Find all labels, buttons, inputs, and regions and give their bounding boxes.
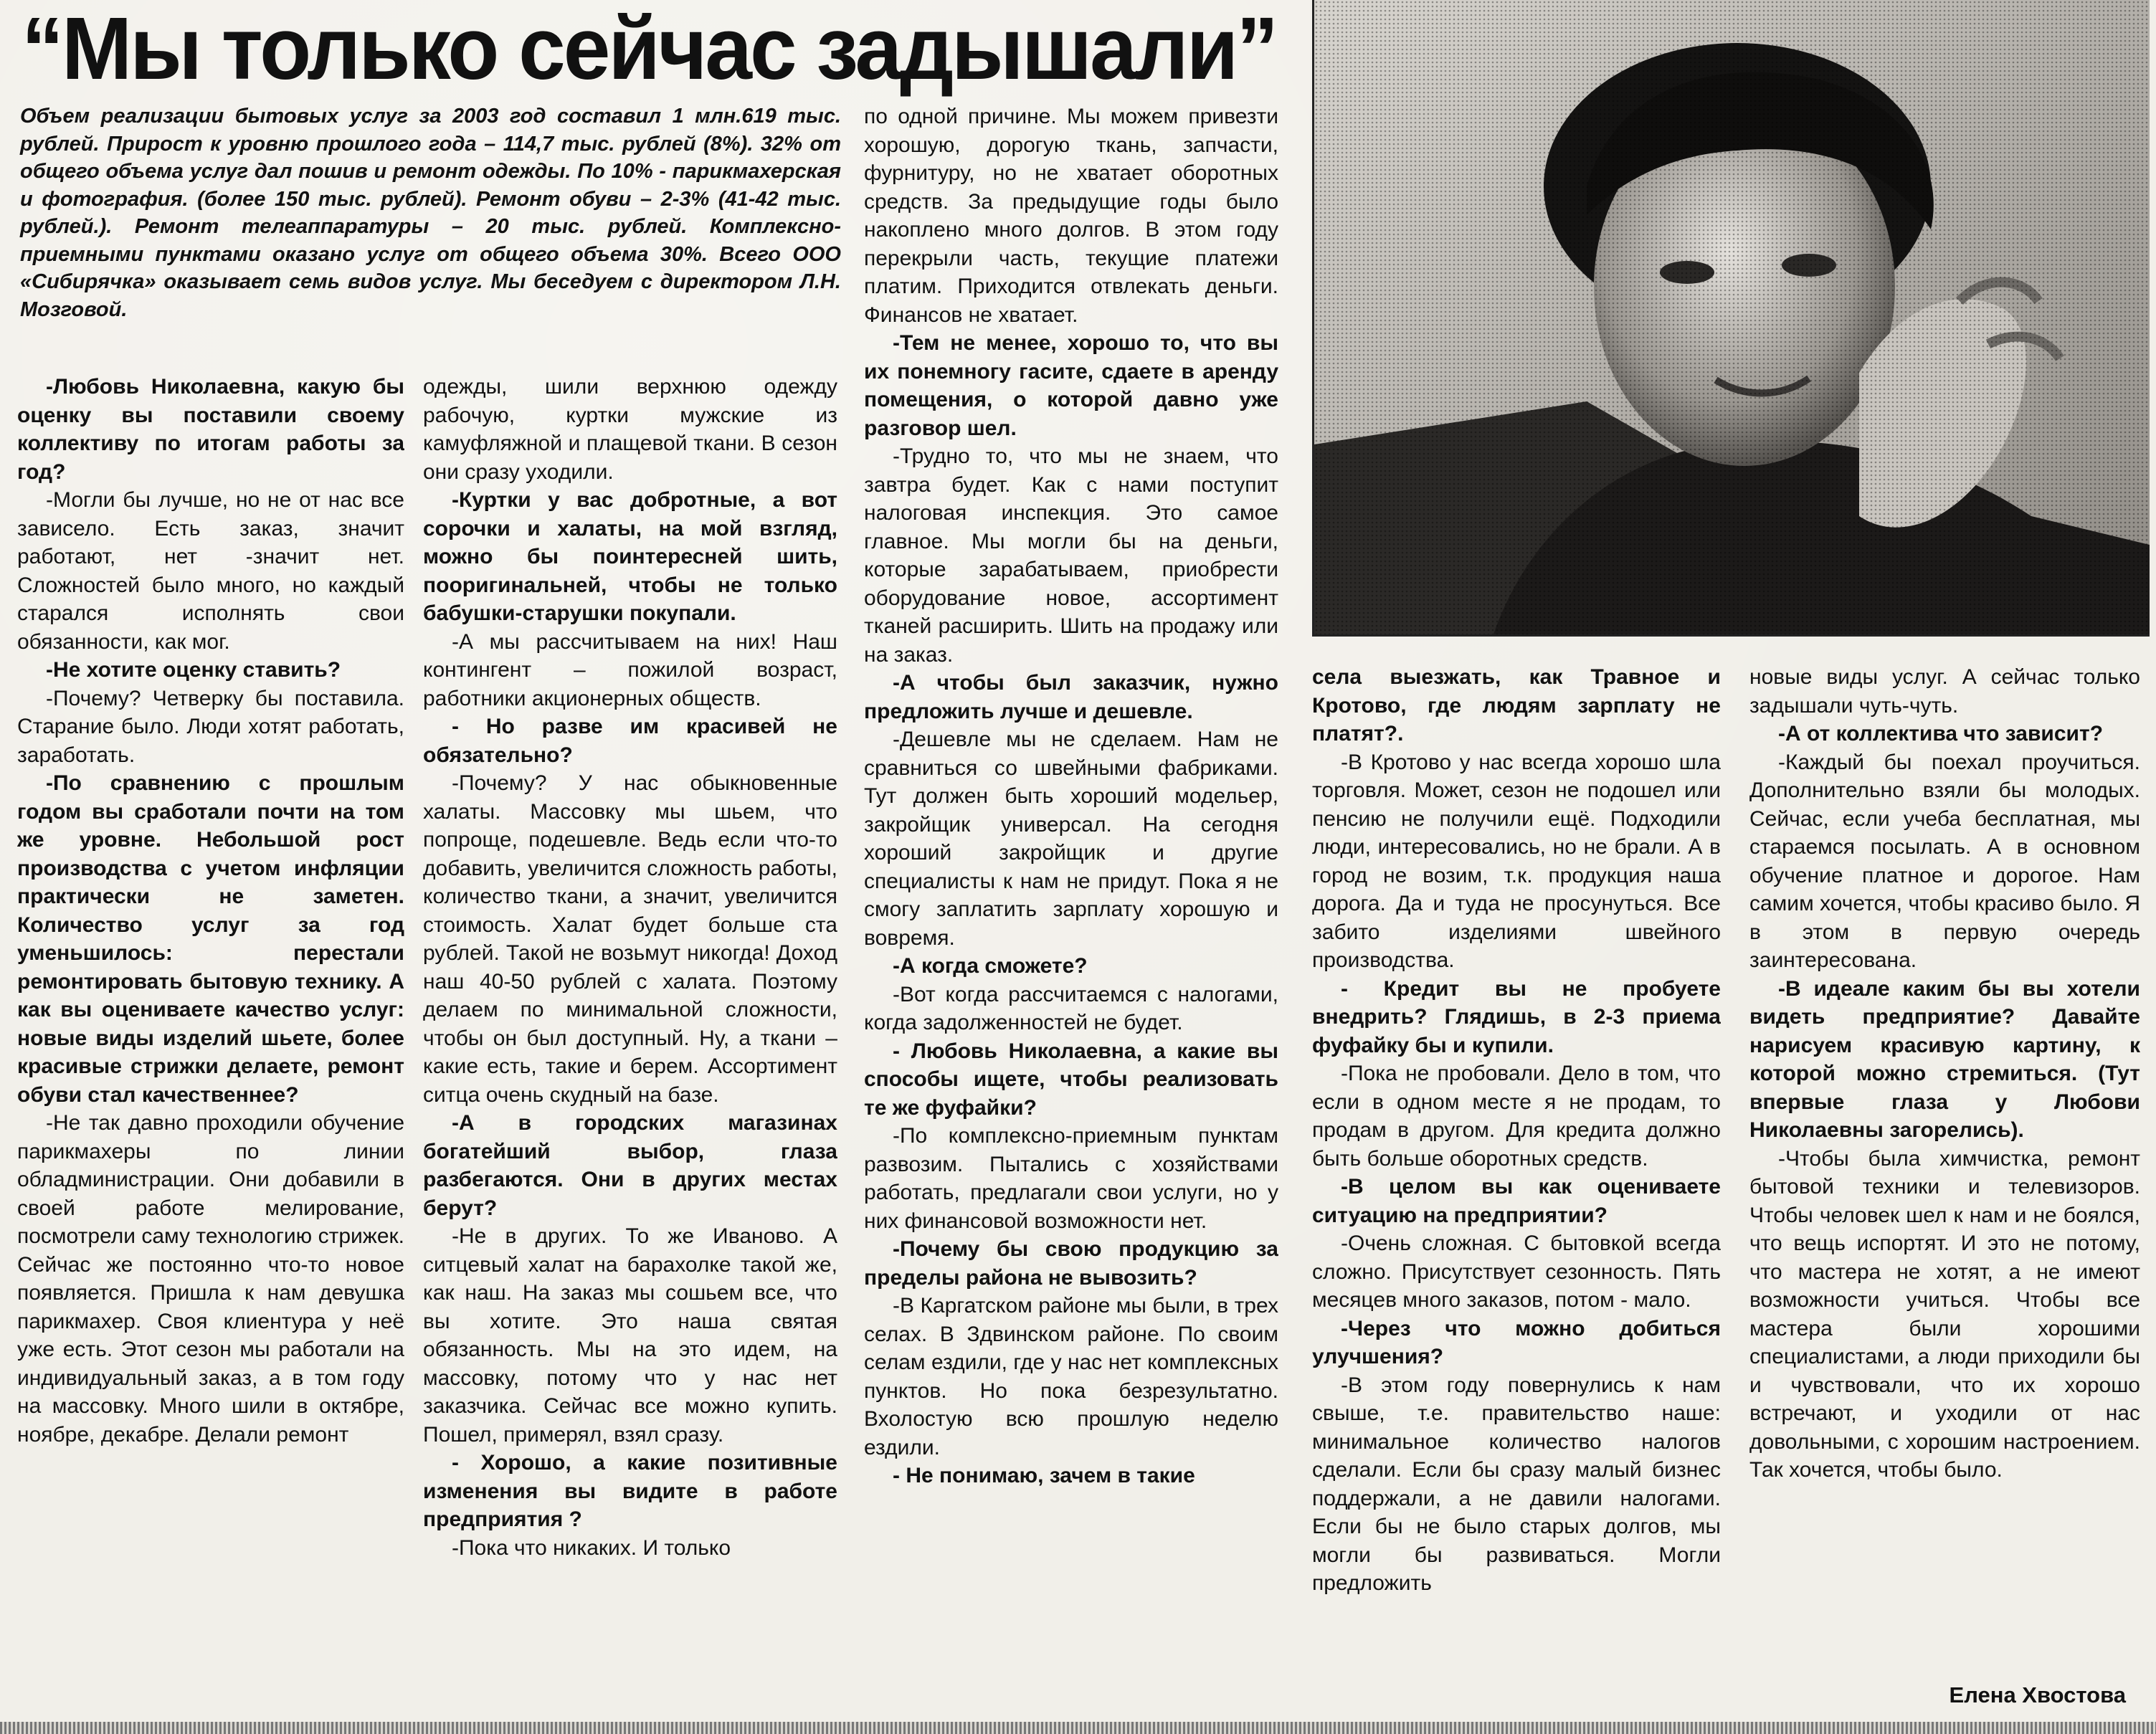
- question: - Кредит вы не пробуете внедрить? Глядишь, в 2-3 приема фуфайку бы и купили.: [1312, 976, 1721, 1057]
- answer: -Пока что никаких. И только: [452, 1535, 731, 1560]
- answer: -Очень сложная. С бытовкой всегда сложно. Присутствует сезонность. Пять месяцев много заказов, потом - мало.: [1312, 1232, 1721, 1312]
- portrait-photo: [1312, 0, 2150, 637]
- question: -В целом вы как оцениваете ситуацию на предприятии?: [1312, 1175, 1721, 1227]
- answer: -В Кротово у нас всегда хорошо шла торговля. Может, сезон не подошел или пенсию не получили ещё. Подходили люди, интересовались, но не брали. А в город не возим, т.к. продукция наша дорога. Да и туда не просунуться. Все забито изделиями швейного производства.: [1312, 750, 1721, 972]
- question: -А когда сможете?: [893, 954, 1088, 978]
- question: -Через что можно добиться улучшения?: [1312, 1316, 1721, 1368]
- question: -А в городских магазинах богатейший выбор, глаза разбегаются. Они в других местах берут?: [423, 1111, 837, 1220]
- answer: -Дешевле мы не сделаем. Нам не сравниться со швейными фабриками. Тут должен быть хороший модельер, закройщик универсал. На сегодня хороший закройщик и другие специалисты к нам не придут. Пока я не смогу заплатить зарплату хорошую и вовремя.: [864, 728, 1278, 950]
- question: -По сравнению с прошлым годом вы сработали почти на том же уровне. Небольшой рост производства с учетом инфляции практически не заметен. Количество услуг за год уменьшилось: перестали ремонтировать бытовую технику. А как вы оцениваете качество услуг: новые виды изделий шьете, более красивые стрижки делаете, ремонт обуви стал качественнее?: [17, 771, 404, 1107]
- question: -А от коллектива что зависит?: [1778, 722, 2104, 745]
- column-1: [17, 373, 404, 1720]
- question: -Тем не менее, хорошо то, что вы их понемногу гасите, сдаете в аренду помещения, о которой давно уже разговор шел.: [864, 331, 1278, 440]
- answer: -Не так давно проходили обучение парикмахеры по линии обладминистрации. Они добавили в своей работе мелирование, посмотрели саму технологию стрижек. Сейчас же постоянно что-то новое появляется. Пришла к нам девушка парикмахер. Своя клиентура у неё уже есть. Этот сезон мы работали на индивидуальный заказ, а в том году на массовку. Много шили в октябре, ноябре, декабре. Делали ремонт: [17, 1111, 404, 1447]
- question: -В идеале каким бы вы хотели видеть предприятие? Давайте нарисуем красивую картину, к которой можно стремиться. (Тут впервые глаза у Любови Николаевны загорелись).: [1749, 976, 2140, 1142]
- answer: -Каждый бы поехал проучиться. Дополнительно взяли бы молодых. Сейчас, если учеба бесплатная, мы стараемся посылать. А в основном обучение платное и дорогое. Нам самим хочется, чтобы красиво было. Я в этом в первую очередь заинтересована.: [1749, 750, 2140, 972]
- answer: -Почему? У нас обыкновенные халаты. Массовку мы шьем, что попроще, подешевле. Ведь если что-то добавить, увеличится сложность работы, количество ткани, а значит, увеличится стоимость. Халат будет больше ста рублей. Такой не возьмут никогда! Доход наш 40-50 рублей с халата. Поэтому делаем по минимальной сложности, чтобы он был доступный. Ну, а ткани – какие есть, такие и берем. Ассортимент ситца очень скудный на базе.: [423, 771, 837, 1107]
- answer: -Почему? Четверку бы поставила. Старание было. Люди хотят работать, заработать.: [17, 686, 404, 767]
- question: -Почему бы свою продукцию за пределы района не вывозить?: [864, 1237, 1278, 1290]
- column-5: [1749, 663, 2140, 1681]
- answer: -Не в других. То же Иваново. А ситцевый халат на барахолке такой же, как наш. На заказ мы сошьем все, что вы хотите. Это наша святая обязанность. Мы на это идем, на массовку, потому что у нас нет заказчика. Сейчас все можно купить. Пошел, примерял, взял сразу.: [423, 1224, 837, 1447]
- answer: -В этом году повернулись к нам свыше, т.е. правительство наше: минимальное количество налогов сделали. Если бы сразу малый бизнес поддержали, а не давили налогами. Если бы не было старых долгов, мы могли бы развиваться. Могли предложить: [1312, 1373, 1721, 1595]
- answer-continued: новые виды услуг. А сейчас только задышали чуть-чуть.: [1749, 665, 2140, 718]
- headline: “Мы только сейчас задышали”: [22, 0, 1277, 99]
- answer: -Вот когда рассчитаемся с налогами, когда задолженностей не будет.: [864, 982, 1278, 1034]
- question: -А чтобы был заказчик, нужно предложить лучше и дешевле.: [864, 671, 1278, 723]
- answer: -В Каргатском районе мы были, в трех селах. В Здвинском районе. По своим селам ездили, где у нас нет комплексных пунктов. Но пока безрезультатно. Вхолостую всю прошлую неделю ездили.: [864, 1294, 1278, 1459]
- answer: -Трудно то, что мы не знаем, что завтра будет. Как с нами поступит налоговая инспекция. Это самое главное. Мы могли бы на деньги, которые зарабатываем, приобрести оборудование новое, ассортимент тканей расширить. Шить на продажу или на заказ.: [864, 444, 1278, 667]
- bottom-rule: [0, 1722, 2156, 1734]
- question: -Любовь Николаевна, какую бы оценку вы поставили своему коллективу по итогам работы за год?: [17, 375, 404, 484]
- question: - Любовь Николаевна, а какие вы способы ищете, чтобы реализовать те же фуфайки?: [864, 1039, 1278, 1120]
- question: -Куртки у вас добротные, а вот сорочки и халаты, на мой взгляд, можно бы поинтересней шить, пооригинальней, чтобы не только бабушки-старушки покупали.: [423, 488, 837, 625]
- question: - Но разве им красивей не обязательно?: [423, 715, 837, 767]
- column-3: [864, 103, 1278, 1720]
- answer-continued: по одной причине. Мы можем привезти хорошую, дорогую ткань, запчасти, фурнитуру, но не хватает оборотных средств. За предыдущие годы было накоплено много долгов. В этом году перекрыли часть, текущие платежи платим. Приходится отвлекать деньги. Финансов не хватает.: [864, 105, 1278, 327]
- author-signature: Елена Хвостова: [1949, 1682, 2126, 1707]
- question: - Хорошо, а какие позитивные изменения вы видите в работе предприятия ?: [423, 1451, 837, 1531]
- question: -Не хотите оценку ставить?: [46, 658, 341, 682]
- answer: -Чтобы была химчистка, ремонт бытовой техники и телевизоров. Чтобы человек шел к нам и не боялся, что вещь испортят. И это не потому, что мастера не хотят, а не имеют возможности учиться. Чтобы все мастера были хорошими специалистами, а люди приходили бы и чувствовали, что их хорошо встречают, и уходили от нас довольными, с хорошим настроением. Так хочется, чтобы было.: [1749, 1146, 2140, 1482]
- answer: -Могли бы лучше, но не от нас все зависело. Есть заказ, значит работают, нет -значит нет. Сложностей было много, но каждый старался исполнять свои обязанности, как мог.: [17, 488, 404, 654]
- lead-paragraph: Объем реализации бытовых услуг за 2003 год составил 1 млн.619 тыс. рублей. Прирост к уровню прошлого года – 114,7 тыс. рублей (8%). 32% от общего объема услуг дал пошив и ремонт одежды. По 10% - парикмахерская и фотография. (более 150 тыс. рублей). Ремонт обуви – 2-3% (41-42 тыс. рублей.). Ремонт телеаппаратуры – 20 тыс. рублей. Комплексно-приемными пунктами оказано услуг от общего объема 30%. Всего ООО «Сибирячка» оказывает семь видов услуг. Мы беседуем с директором Л.Н. Мозговой.: [20, 105, 841, 321]
- answer: -Пока не пробовали. Дело в том, что если в одном месте я не продам, то продам в другом. Для кредита должно быть больше оборотных средств.: [1312, 1062, 1721, 1171]
- answer-continued: одежды, шили верхнюю одежду рабочую, куртки мужские из камуфляжной и плащевой ткани. В сезон они сразу уходили.: [423, 375, 837, 484]
- column-4: [1312, 663, 1721, 1720]
- question: - Не понимаю, зачем в такие: [893, 1464, 1195, 1487]
- portrait-photo-icon: [1314, 0, 2150, 634]
- answer: -По комплексно-приемным пунктам развозим. Пытались с хозяйствами работать, предлагали свои услуги, но у них финансовой возможности нет.: [864, 1124, 1278, 1233]
- answer: -А мы рассчитываем на них! Наш контингент – пожилой возраст, работники акционерных обществ.: [423, 629, 837, 710]
- question-continued: села выезжать, как Травное и Кротово, где людям зарплату не платят?.: [1312, 665, 1721, 745]
- column-2: [423, 373, 837, 1720]
